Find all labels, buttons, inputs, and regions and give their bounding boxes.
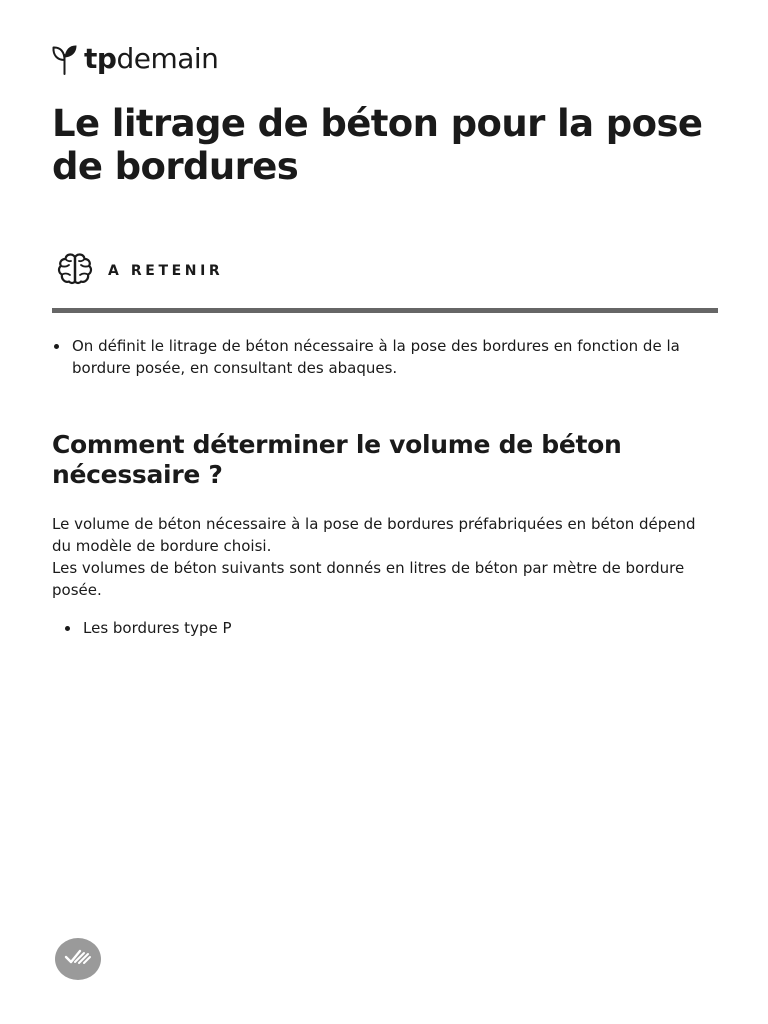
bullet-icon — [65, 626, 70, 631]
paragraph-line-2: Les volumes de béton suivants sont donnés en litres de béton par mètre de bordure posée. — [52, 559, 685, 599]
list-item-text: Les bordures type P — [83, 619, 232, 637]
brain-icon — [56, 252, 94, 290]
border-types-list — [52, 617, 712, 639]
check-badge-icon — [63, 947, 93, 971]
list-item — [52, 335, 712, 379]
page-title: Le litrage de béton pour la pose de bordures — [52, 102, 703, 188]
section-divider — [52, 308, 718, 313]
brand-name-regular: demain — [116, 42, 219, 75]
list-item-text: On définit le litrage de béton nécessaire à la pose des bordures en fonction de la bordure posée, en consultant des abaques. — [72, 337, 680, 377]
section-heading: Comment déterminer le volume de béton nécessaire ? — [52, 430, 622, 489]
key-points-list — [52, 335, 712, 379]
brand-name — [84, 42, 218, 76]
bullet-icon — [54, 344, 59, 349]
list-item — [52, 617, 712, 639]
check-badge[interactable] — [55, 938, 101, 980]
brand-logo[interactable] — [52, 42, 218, 76]
key-points-header — [56, 252, 223, 290]
key-points-label: A RETENIR — [108, 263, 224, 279]
paragraph-line-1: Le volume de béton nécessaire à la pose de bordures préfabriquées en béton dépend du modèle de bordure choisi. — [52, 515, 696, 555]
brand-name-bold: tp — [84, 42, 117, 75]
sprout-icon — [52, 43, 78, 75]
body-paragraph — [52, 513, 718, 601]
